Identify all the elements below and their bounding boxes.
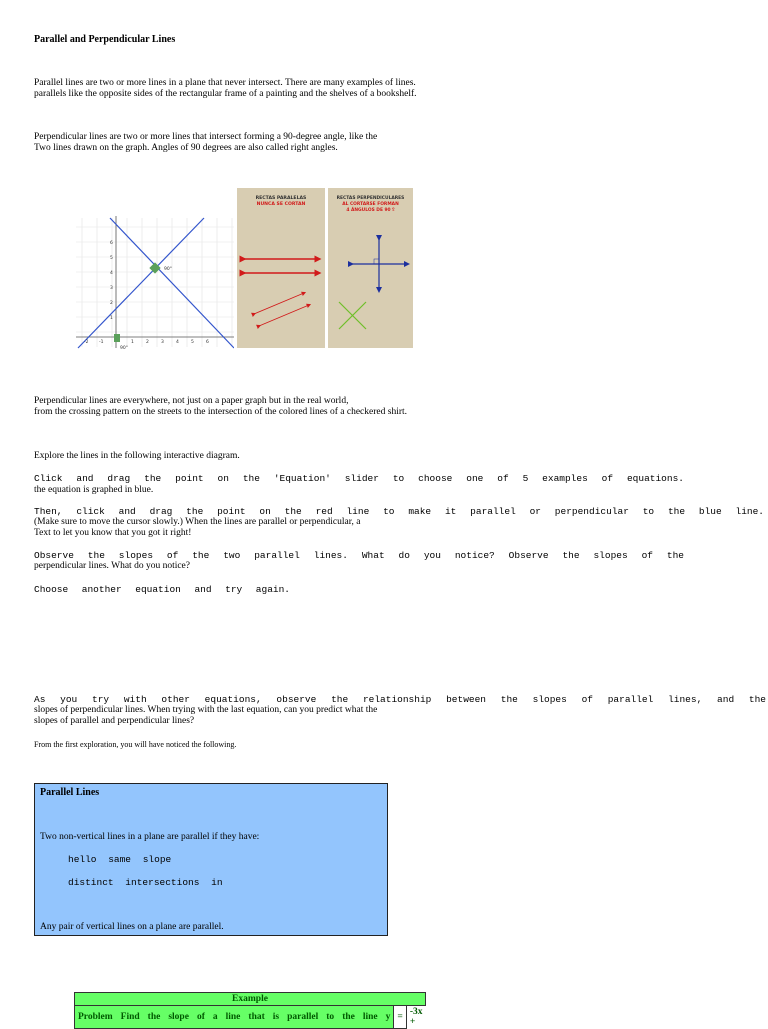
angle-label-top: 90° [164, 267, 172, 272]
x-tick: 1 [131, 340, 134, 345]
step2-text: Then, click and drag the point on the red line to make it parallel or perpendicular to the blue line. [34, 506, 764, 517]
parallel-box-item-2: distinct intersections in [68, 877, 223, 888]
example-problem: Problem Find the slope of a line that is parallel to the line y [78, 1011, 391, 1022]
page-title: Parallel and Perpendicular Lines [34, 34, 176, 45]
as-you-try-line-1: slopes of perpendicular lines. When trying with the last equation, can you predict what the [34, 705, 378, 715]
x-tick: 4 [176, 340, 179, 345]
x-tick: 2 [146, 340, 149, 345]
perp-intro-line-2: Two lines drawn on the graph. Angles of 90 degrees are also called right angles. [34, 143, 338, 153]
diagonal-parallel-1 [254, 293, 304, 314]
step1-text: Click and drag the point on the 'Equation' slider to choose one of 5 examples of equations. [34, 473, 684, 484]
x-tick: -1 [99, 340, 104, 345]
as-you-try-subtext [34, 705, 377, 727]
y-tick: 3 [110, 286, 113, 291]
y-tick: 1 [110, 316, 113, 321]
parallel-box-item-1: hello same slope [68, 854, 172, 865]
intro-line-1: Parallel lines are two or more lines in a plane that never intersect. There are many examples of lines. [34, 78, 416, 88]
poster-left-title: RECTAS PARALELAS [255, 196, 307, 201]
diagonal-parallel-2 [259, 305, 309, 326]
step2-line-2: Text to let you know that you got it right! [34, 528, 192, 538]
x-tick: 3 [161, 340, 164, 345]
y-tick: 6 [110, 241, 113, 246]
y-tick: 5 [110, 256, 113, 261]
step1-subtext: the equation is graphed in blue. [34, 485, 154, 495]
poster-right-subtitle-2: 4 ÁNGULOS DE 90 º [346, 208, 395, 213]
x-tick: -2 [84, 340, 89, 345]
x-tick: 6 [206, 340, 209, 345]
parallel-box-footer: Any pair of vertical lines on a plane are parallel. [40, 922, 224, 932]
step2-line-1: (Make sure to move the cursor slowly.) When the lines are parallel or perpendicular, a [34, 517, 361, 527]
poster-left-subtitle: NUNCA SE CORTAN [256, 202, 306, 207]
poster-drawings [234, 186, 414, 350]
everywhere-line-1: Perpendicular lines are everywhere, not just on a paper graph but in the real world, [34, 396, 349, 406]
explore-text: Explore the lines in the following interactive diagram. [34, 451, 240, 461]
example-equals: = [394, 1006, 406, 1029]
y-tick: 2 [110, 301, 113, 306]
from-first-text: From the first exploration, you will have noticed the following. [34, 740, 237, 749]
parallel-box-title: Parallel Lines [40, 787, 100, 798]
example-table [74, 992, 426, 1029]
intro-paragraph [34, 78, 417, 100]
perpendicular-graph [72, 212, 242, 354]
example-header: Example [75, 993, 426, 1006]
poster-right-title: RECTAS PERPENDICULARES [336, 196, 405, 201]
perp-intro-paragraph [34, 132, 377, 154]
as-you-try-text: As you try with other equations, observe the relationship between the slopes of parallel lines, and the [34, 694, 766, 705]
step2-subtext [34, 517, 360, 539]
everywhere-paragraph [34, 396, 407, 418]
step3-text: Observe the slopes of the two parallel lines. What do you notice? Observe the slopes of the [34, 550, 684, 561]
step3-subtext: perpendicular lines. What do you notice? [34, 561, 190, 571]
as-you-try-line-2: slopes of parallel and perpendicular lines? [34, 716, 195, 726]
step4-text: Choose another equation and try again. [34, 584, 290, 595]
example-rhs: -3x + [406, 1006, 425, 1029]
lines-poster [234, 186, 414, 350]
poster-right-subtitle-1: AL CORTARSE FORMAN [342, 202, 399, 207]
x-tick: 5 [191, 340, 194, 345]
intro-line-2: parallels like the opposite sides of the rectangular frame of a painting and the shelves of a bookshelf. [34, 89, 417, 99]
angle-label-bottom: 90° [120, 346, 128, 351]
everywhere-line-2: from the crossing pattern on the streets to the intersection of the colored lines of a checkered shirt. [34, 407, 408, 417]
parallel-lines-box [34, 783, 388, 936]
parallel-box-lead: Two non-vertical lines in a plane are parallel if they have: [40, 832, 260, 842]
y-tick: 4 [110, 271, 113, 276]
right-angle-marker-bottom [114, 334, 120, 342]
perp-intro-line-1: Perpendicular lines are two or more lines that intersect forming a 90-degree angle, like the [34, 132, 378, 142]
